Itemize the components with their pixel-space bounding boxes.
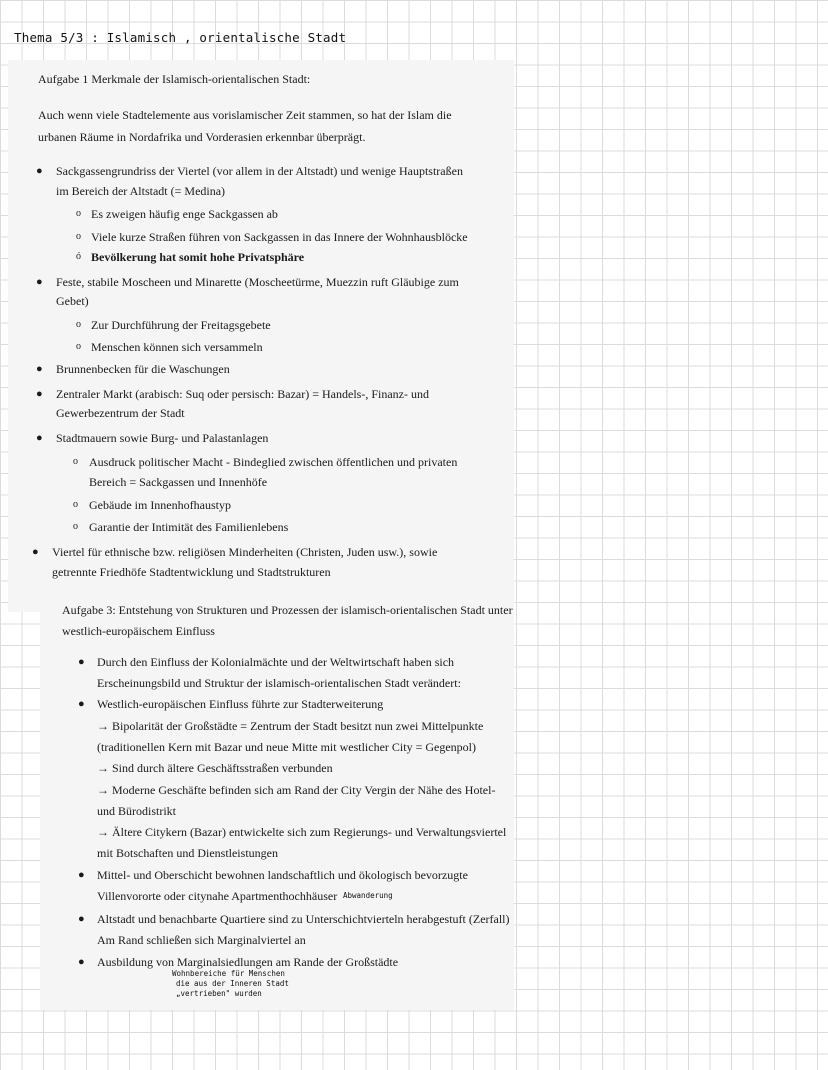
task1-line: Sackgassengrundriss der Viertel (vor allem in der Altstadt) und wenige Hauptstraßen — [56, 164, 463, 178]
task1-line: Zur Durchführung der Freitagsgebete — [91, 318, 271, 332]
bullet-icon: ● — [78, 656, 85, 668]
task3-line: → Sind durch ältere Geschäftsstraßen verbunden — [97, 761, 333, 775]
bullet-icon: ● — [36, 363, 43, 375]
task1-line: Brunnenbecken für die Waschungen — [56, 362, 230, 376]
task1-line: Viele kurze Straßen führen von Sackgassen in das Innere der Wohnhausblöcke — [91, 230, 468, 244]
task3-line: Durch den Einfluss der Kolonialmächte und der Weltwirtschaft haben sich — [97, 655, 455, 669]
task3-line: Altstadt und benachbarte Quartiere sind zu Unterschichtvierteln herabgestuft (Zerfall) — [97, 912, 510, 926]
sub-bullet-icon: o — [76, 231, 81, 242]
task3-line: Erscheinungsbild und Struktur der islamisch-orientalischen Stadt verändert: — [97, 676, 461, 690]
task1-line: Zentraler Markt (arabisch: Suq oder persisch: Bazar) = Handels-, Finanz- und — [56, 387, 429, 401]
task3-line: Am Rand schließen sich Marginalviertel an — [97, 933, 306, 947]
task1-line: Gebäude im Innenhofhaustyp — [89, 498, 231, 512]
page-title: Thema 5/3 : Islamisch , orientalische Stadt — [14, 30, 347, 45]
task1-line: Ausdruck politischer Macht - Bindeglied zwischen öffentlichen und privaten — [89, 455, 458, 469]
task1-line: getrennte Friedhöfe Stadtentwicklung und Stadtstrukturen — [52, 565, 331, 579]
task3-line: → Moderne Geschäfte befinden sich am Rand der City Vergin der Nähe des Hotel- — [97, 783, 496, 797]
task1-line: Stadtmauern sowie Burg- und Palastanlagen — [56, 431, 269, 445]
task3-line: Mittel- und Oberschicht bewohnen landschaftlich und ökologisch bevorzugte — [97, 868, 468, 882]
sub-bullet-icon: o — [73, 499, 78, 510]
sub-bullet-icon: o — [76, 208, 81, 219]
task1-line: Gewerbezentrum der Stadt — [56, 406, 185, 420]
task3-line: und Bürodistrikt — [97, 804, 177, 818]
task3-line: → Bipolarität der Großstädte = Zentrum der Stadt besitzt nun zwei Mittelpunkte — [97, 719, 484, 733]
task1-intro-line-1: Auch wenn viele Stadtelemente aus vorislamischer Zeit stammen, so hat der Islam die — [38, 108, 452, 122]
task1-line: Bereich = Sackgassen und Innenhöfe — [89, 475, 268, 489]
task3-line: Villenvororte oder citynahe Apartmenthochhäuser — [97, 889, 338, 903]
handwritten-note-abwanderung: Abwanderung — [343, 891, 393, 900]
task1-line: Menschen können sich versammeln — [91, 340, 263, 354]
task1-line: Feste, stabile Moscheen und Minarette (Moscheetürme, Muezzin ruft Gläubige zum — [56, 275, 459, 289]
task3-heading-line-2: westlich-europäischem Einfluss — [62, 624, 215, 638]
bullet-icon: ● — [78, 956, 85, 968]
bullet-icon: ● — [78, 698, 85, 710]
bullet-icon: ● — [78, 869, 85, 881]
task3-line: (traditionellen Kern mit Bazar und neue Mitte mit westlicher City = Gegenpol) — [97, 740, 476, 754]
bullet-icon: ● — [36, 165, 43, 177]
handwritten-note-line-1: Wohnbereiche für Menschen — [172, 969, 285, 978]
bullet-icon: ● — [36, 276, 43, 288]
handwritten-note-line-2: die aus der Inneren Stadt — [176, 979, 289, 988]
bullet-icon: ● — [32, 546, 39, 558]
task1-line: Viertel für ethnische bzw. religiösen Minderheiten (Christen, Juden usw.), sowie — [52, 545, 438, 559]
task3-line: Ausbildung von Marginalsiedlungen am Rande der Großstädte — [97, 955, 399, 969]
task1-heading: Aufgabe 1 Merkmale der Islamisch-orientalischen Stadt: — [38, 72, 311, 86]
handwritten-note-line-3: „vertrieben" wurden — [176, 989, 262, 998]
sub-bullet-icon: o — [73, 456, 78, 467]
bullet-icon: ● — [36, 388, 43, 400]
document-page-2 — [40, 590, 514, 1010]
task1-line: Gebet) — [56, 294, 89, 308]
sub-bullet-icon: o — [73, 521, 78, 532]
task1-intro-line-2: urbanen Räume in Nordafrika und Vorderasien erkennbar überprägt. — [38, 130, 366, 144]
task3-heading-line-1: Aufgabe 3: Entstehung von Strukturen und Prozessen der islamisch-orientalischen Stadt unter — [62, 603, 513, 617]
task3-line: mit Botschaften und Dienstleistungen — [97, 846, 278, 860]
task1-line: Es zweigen häufig enge Sackgassen ab — [91, 207, 278, 221]
sub-bullet-icon: o — [76, 341, 81, 352]
sub-bullet-icon: o — [76, 319, 81, 330]
task1-line-bold: Bevölkerung hat somit hohe Privatsphäre — [91, 250, 305, 264]
task1-line: im Bereich der Altstadt (= Medina) — [56, 184, 226, 198]
task3-line: → Ältere Citykern (Bazar) entwickelte sich zum Regierungs- und Verwaltungsviertel — [97, 825, 507, 839]
bullet-icon: ● — [78, 913, 85, 925]
task3-line: Westlich-europäischen Einfluss führte zur Stadterweiterung — [97, 697, 384, 711]
sub-bullet-icon: ó — [76, 251, 81, 262]
task1-line: Garantie der Intimität des Familienlebens — [89, 520, 289, 534]
bullet-icon: ● — [36, 432, 43, 444]
